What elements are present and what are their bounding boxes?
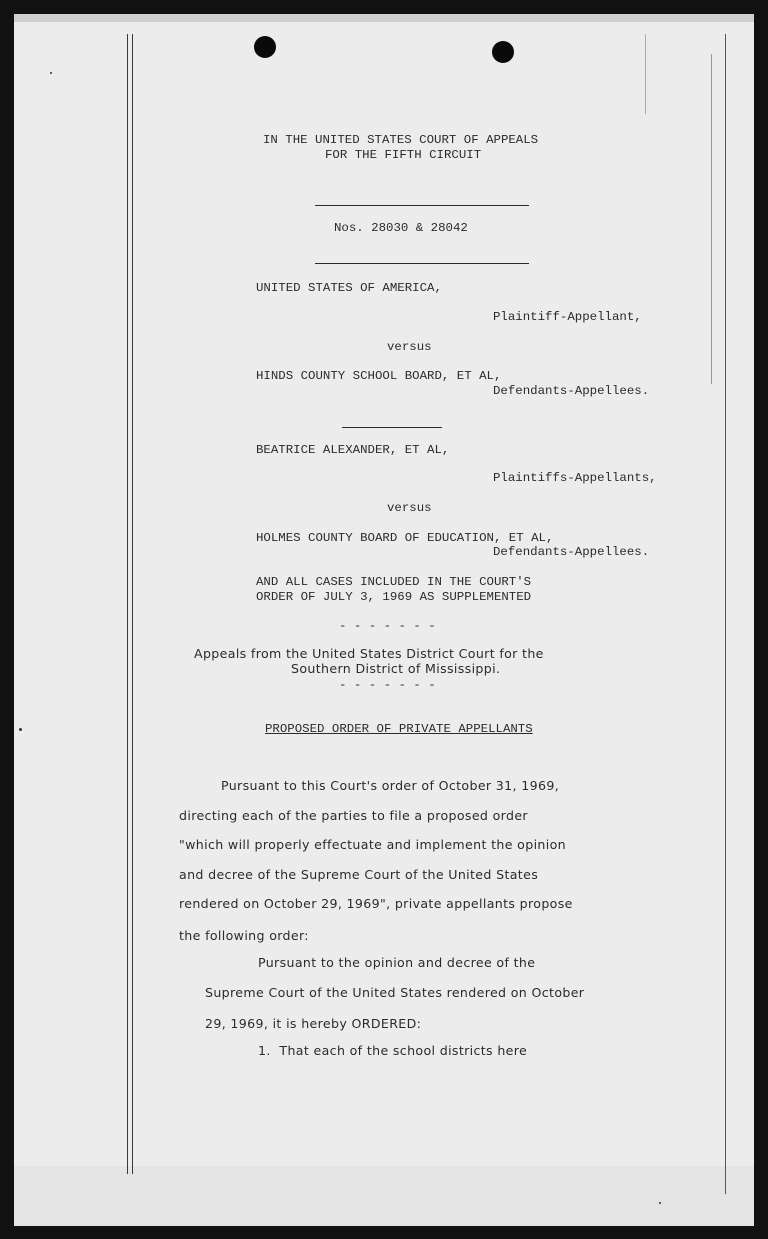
- case1-versus: versus: [387, 340, 432, 354]
- left-margin-line-1: [127, 34, 128, 1174]
- order-line-3: 29, 1969, it is hereby ORDERED:: [205, 1016, 422, 1031]
- body-line-6: the following order:: [179, 928, 309, 943]
- right-faint-line: [711, 54, 712, 384]
- additional-cases-line-2: ORDER OF JULY 3, 1969 AS SUPPLEMENTED: [256, 590, 532, 604]
- court-title-line-2: FOR THE FIFTH CIRCUIT: [325, 148, 482, 162]
- body-line-3: "which will properly effectuate and implement the opinion: [179, 837, 567, 852]
- appeal-line-2: Southern District of Mississippi.: [291, 661, 501, 676]
- left-margin-line-2: [132, 34, 133, 1174]
- appeal-line-1: Appeals from the United States District Court for the: [194, 646, 544, 661]
- case2-plaintiff: BEATRICE ALEXANDER, ET AL,: [256, 443, 450, 457]
- case2-plaintiff-role: Plaintiffs-Appellants,: [493, 471, 657, 485]
- case-separator-rule: [342, 427, 442, 428]
- right-faint-line-2: [645, 34, 646, 114]
- caption-rule-bottom: [315, 263, 529, 264]
- body-line-2: directing each of the parties to file a proposed order: [179, 808, 528, 823]
- punch-hole-right: [492, 41, 514, 63]
- body-line-5: rendered on October 29, 1969", private appellants propose: [179, 896, 573, 911]
- case-numbers: Nos. 28030 & 28042: [334, 221, 468, 235]
- order-heading: PROPOSED ORDER OF PRIVATE APPELLANTS: [265, 722, 533, 736]
- case2-versus: versus: [387, 501, 432, 515]
- case1-plaintiff-role: Plaintiff-Appellant,: [493, 310, 642, 324]
- top-edge: [14, 14, 754, 22]
- order-line-1: Pursuant to the opinion and decree of the: [258, 955, 536, 970]
- case1-defendant: HINDS COUNTY SCHOOL BOARD, ET AL,: [256, 369, 502, 383]
- bottom-edge: [14, 1166, 754, 1226]
- dash-separator-bottom: - - - - - - -: [339, 678, 436, 692]
- punch-hole-left: [254, 36, 276, 58]
- case1-defendant-role: Defendants-Appellees.: [493, 384, 650, 398]
- case2-defendant: HOLMES COUNTY BOARD OF EDUCATION, ET AL,: [256, 531, 554, 545]
- order-item-1: 1. That each of the school districts here: [258, 1043, 528, 1058]
- document-page: [14, 14, 754, 1226]
- court-title-line-1: IN THE UNITED STATES COURT OF APPEALS: [263, 133, 539, 147]
- order-line-2: Supreme Court of the United States rendered on October: [205, 985, 585, 1000]
- dash-separator-top: - - - - - - -: [339, 619, 436, 633]
- body-line-1: Pursuant to this Court's order of October 31, 1969,: [221, 778, 560, 793]
- caption-rule-top: [315, 205, 529, 206]
- additional-cases-line-1: AND ALL CASES INCLUDED IN THE COURT'S: [256, 575, 532, 589]
- case1-plaintiff: UNITED STATES OF AMERICA,: [256, 281, 442, 295]
- case2-defendant-role: Defendants-Appellees.: [493, 545, 650, 559]
- speck: [19, 728, 22, 731]
- speck: [659, 1202, 661, 1204]
- body-line-4: and decree of the Supreme Court of the United States: [179, 867, 539, 882]
- speck: [50, 72, 52, 74]
- right-margin-line: [725, 34, 726, 1194]
